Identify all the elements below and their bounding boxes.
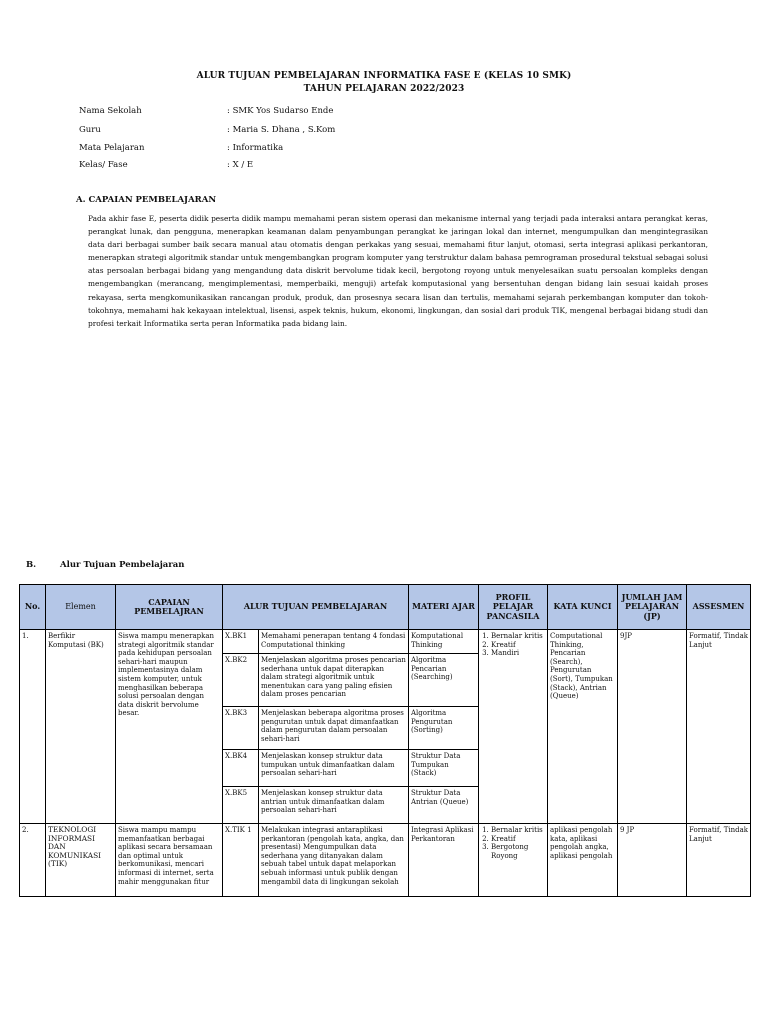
materi-ajar: Struktur Data Tumpukan (Stack) (409, 750, 479, 787)
materi-ajar: Integrasi Aplikasi Perkantoran (409, 824, 479, 897)
table-row (20, 824, 751, 897)
col-header-jp: JUMLAH JAM PELAJARAN (JP) (618, 585, 687, 630)
profil-pancasila (479, 824, 548, 897)
info-label: Mata Pelajaran (79, 143, 145, 153)
atp-code: X.BK1 (223, 630, 259, 654)
document-title: ALUR TUJUAN PEMBELAJARAN INFORMATIKA FASE E (KELAS 10 SMK) (196, 71, 572, 81)
atp-description: Memahami penerapan tentang 4 fondasi Computational thinking (259, 630, 409, 654)
materi-ajar: Algoritma Pencarian (Searching) (409, 654, 479, 707)
atp-code: X.BK3 (223, 707, 259, 750)
atp-description: Menjelaskan konsep struktur data tumpukan untuk dimanfaatkan dalam persoalan sehari-hari (259, 750, 409, 787)
kata-kunci: aplikasi pengolah kata, aplikasi pengolah angka, aplikasi pengolah (548, 824, 618, 897)
section-a-paragraph: Pada akhir fase E, peserta didik peserta didik mampu memahami peran sistem operasi dan mekanisme internal yang terjadi pada interaksi antara perangkat keras, perangkat lunak, dan pengguna, menerapkan keamanan dalam penyambungan perangkat ke jaringan lokal dan internet, mengumpulkan dan mengintegrasikan data dari berbagai sumber baik secara manual atau otomatis dengan perkakas yang sesuai, memahami fitur lanjut, otomasi, serta integrasi aplikasi perkantoran, menerapkan strategi algoritmik standar untuk mengembangkan program komputer yang terstruktur dalam bahasa pemrograman prosedural tekstual sebagai solusi atas persoalan berbagai bidang yang mengandung data diskrit bervolume tidak kecil, bergotong royong untuk menyelesaikan suatu persoalan kompleks dengan mengembangkan (merancang, mengimplementasi, memperbaiki, menguji) artefak komputasional yang bersentuhan dengan bidang lain sesuai kaidah proses rekayasa, serta mengkomunikasikan rancangan produk, produk, dan prosesnya secara lisan dan tertulis, memahami sejarah perkembangan komputer dan tokoh-tokohnya, memahami hak kekayaan intelektual, lisensi, aspek teknis, hukum, ekonomi, lingkungan, dan sosial dari produk TIK, mengenal berbagai bidang studi dan profesi terkait Informatika serta peran Informatika pada bidang lain. (88, 214, 708, 328)
info-row-school (79, 106, 333, 116)
col-header-atp: ALUR TUJUAN PEMBELAJARAN (223, 585, 409, 630)
materi-ajar: Algoritma Pengurutan (Sorting) (409, 707, 479, 750)
jumlah-jp: 9 JP (618, 824, 687, 897)
section-b-heading: Alur Tujuan Pembelajaran (60, 560, 185, 570)
asesmen: Formatif, Tindak Lanjut (687, 824, 751, 897)
row-elemen: Berfikir Komputasi (BK) (46, 630, 116, 824)
asesmen: Formatif, Tindak Lanjut (687, 630, 751, 824)
row-capaian: Siswa mampu mampu memanfaatkan berbagai aplikasi secara bersamaan dan optimal untuk berkomunikasi, mencari informasi di internet, serta mahir menggunakan fitur (116, 824, 223, 897)
col-header-kata-kunci: KATA KUNCI (548, 585, 618, 630)
materi-ajar: Struktur Data Antrian (Queue) (409, 787, 479, 824)
col-header-profil: PROFIL PELAJAR PANCASILA (479, 585, 548, 630)
profil-item: 3. Bergotong Royong (491, 843, 545, 860)
profil-item: 1. Bernalar kritis (491, 632, 545, 641)
atp-description: Menjelaskan konsep struktur data antrian untuk dimanfaatkan dalam persoalan sehari-hari (259, 787, 409, 824)
section-b-letter: B. (26, 560, 37, 570)
row-no: 1. (20, 630, 46, 824)
table-row (20, 630, 751, 654)
col-header-no: No. (20, 585, 46, 630)
info-value: : Maria S. Dhana , S.Kom (227, 125, 336, 135)
col-header-materi: MATERI AJAR (409, 585, 479, 630)
profil-item: 2. Kreatif (491, 641, 545, 650)
profil-item: 1. Bernalar kritis (491, 826, 545, 835)
info-label: Guru (79, 125, 101, 135)
atp-code: X.BK5 (223, 787, 259, 824)
col-header-elemen: Elemen (46, 585, 116, 630)
table-header-row (20, 585, 751, 630)
atp-description: Melakukan integrasi antaraplikasi perkantoran (pengolah kata, angka, dan presentasi) Mengumpulkan data sederhana yang ditanyakan dalam sebuah tabel untuk dapat melaporkan sebuah informasi untuk publik dengan mengambil data di lingkungan sekolah (259, 824, 409, 897)
kata-kunci: Computational Thinking, Pencarian (Search), Pengurutan (Sort), Tumpukan (Stack), Antrian (Queue) (548, 630, 618, 824)
profil-pancasila (479, 630, 548, 824)
materi-ajar: Komputational Thinking (409, 630, 479, 654)
info-value: : SMK Yos Sudarso Ende (227, 106, 334, 116)
atp-code: X.TIK 1 (223, 824, 259, 897)
info-row-class (79, 160, 253, 170)
row-no: 2. (20, 824, 46, 897)
info-value: : X / E (227, 160, 254, 170)
info-label: Kelas/ Fase (79, 160, 128, 170)
info-row-subject (79, 143, 283, 153)
info-label: Nama Sekolah (79, 106, 142, 116)
atp-code: X.BK2 (223, 654, 259, 707)
atp-description: Menjelaskan algoritma proses pencarian sederhana untuk dapat diterapkan dalam strategi algoritmik untuk menentukan cara yang paling efisien dalam proses pencarian (259, 654, 409, 707)
atp-table (19, 584, 751, 897)
document-subtitle: TAHUN PELAJARAN 2022/2023 (303, 84, 465, 94)
col-header-asesmen: ASSESMEN (687, 585, 751, 630)
atp-description: Menjelaskan beberapa algoritma proses pengurutan untuk dapat dimanfaatkan dalam pengurutan dalam persoalan sehari-hari (259, 707, 409, 750)
row-elemen: TEKNOLOGI INFORMASI DAN KOMUNIKASI (TIK) (46, 824, 116, 897)
profil-item: 2. Kreatif (491, 835, 545, 844)
section-a-heading: A. CAPAIAN PEMBELAJARAN (76, 195, 217, 205)
info-value: : Informatika (227, 143, 284, 153)
row-capaian: Siswa mampu menerapkan strategi algoritmik standar pada kehidupan persoalan sehari-hari maupun implementasinya dalam sistem komputer, untuk menghasilkan beberapa solusi persoalan dengan data diskrit bervolume besar. (116, 630, 223, 824)
col-header-cp: CAPAIAN PEMBELAJRAN (116, 585, 223, 630)
jumlah-jp: 9JP (618, 630, 687, 824)
atp-code: X.BK4 (223, 750, 259, 787)
info-row-teacher (79, 125, 335, 135)
profil-item: 3. Mandiri (491, 649, 545, 658)
